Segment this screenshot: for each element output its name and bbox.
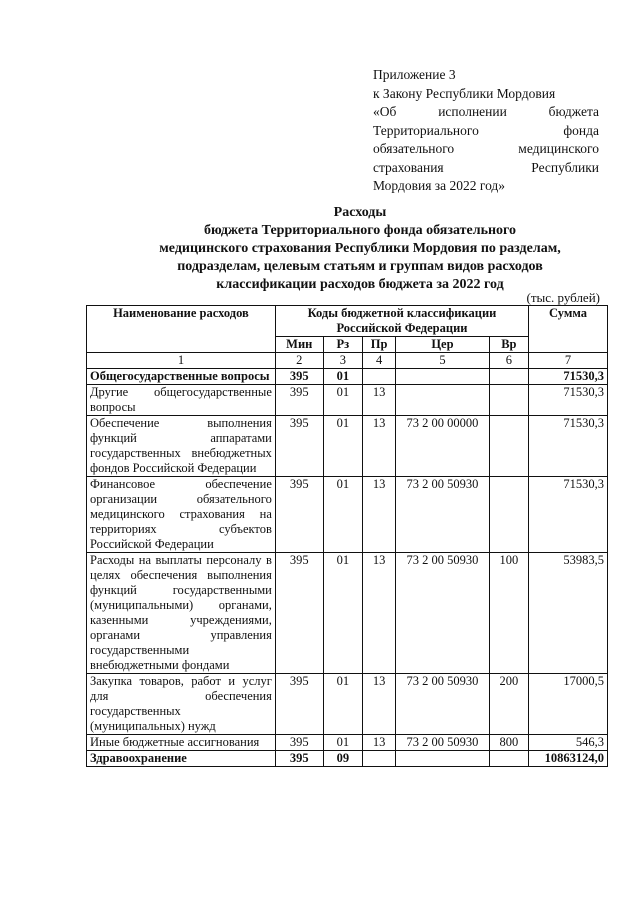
column-number: 1 — [87, 353, 276, 369]
cell-rz: 01 — [323, 674, 362, 735]
column-number: 5 — [396, 353, 489, 369]
cell-cer: 73 2 00 50930 — [396, 735, 489, 751]
cell-min: 395 — [275, 369, 323, 385]
cell-min: 395 — [275, 416, 323, 477]
cell-pr: 13 — [363, 416, 396, 477]
column-number: 2 — [275, 353, 323, 369]
appendix-line: «Об исполнении бюджета — [373, 104, 599, 119]
column-number: 4 — [363, 353, 396, 369]
header-sum: Сумма — [529, 306, 608, 353]
cell-cer: 73 2 00 50930 — [396, 477, 489, 553]
cell-vr — [489, 751, 528, 767]
header-min: Мин — [275, 337, 323, 353]
cell-pr: 13 — [363, 735, 396, 751]
cell-min: 395 — [275, 553, 323, 674]
cell-sum: 71530,3 — [529, 385, 608, 416]
cell-min: 395 — [275, 674, 323, 735]
cell-sum: 71530,3 — [529, 477, 608, 553]
title-line: бюджета Территориального фонда обязательного — [203, 223, 517, 238]
units-label: (тыс. рублей) — [526, 290, 600, 305]
cell-vr — [489, 416, 528, 477]
cell-name: Иные бюджетные ассигнования — [87, 735, 276, 751]
appendix-line: к Закону Республики Мордовия — [373, 85, 556, 101]
appendix-line: Территориального фонда — [373, 122, 599, 138]
cell-rz: 09 — [323, 751, 362, 767]
cell-rz: 01 — [323, 553, 362, 674]
cell-pr: 13 — [363, 553, 396, 674]
cell-rz: 01 — [323, 369, 362, 385]
cell-name: Здравоохранение — [87, 751, 276, 767]
cell-name: Финансовое обеспечение организации обязательного медицинского страхования на территориях субъектов Российской Федерации — [87, 477, 276, 553]
cell-pr: 13 — [363, 674, 396, 735]
cell-vr — [489, 385, 528, 416]
header-codes: Коды бюджетной классификации Российской Федерации — [275, 306, 528, 337]
cell-cer — [396, 369, 489, 385]
cell-pr: 13 — [363, 477, 396, 553]
column-number: 7 — [529, 353, 608, 369]
cell-sum: 17000,5 — [529, 674, 608, 735]
cell-vr: 100 — [489, 553, 528, 674]
column-number: 3 — [323, 353, 362, 369]
cell-name: Закупка товаров, работ и услуг для обеспечения государственных (муниципальных) нужд — [87, 674, 276, 735]
table-row — [87, 553, 608, 674]
column-number: 6 — [489, 353, 528, 369]
cell-sum: 53983,5 — [529, 553, 608, 674]
appendix-line: Приложение 3 — [373, 67, 456, 82]
table-row — [87, 477, 608, 553]
cell-vr: 800 — [489, 735, 528, 751]
cell-rz: 01 — [323, 477, 362, 553]
document-title — [100, 204, 620, 294]
cell-cer — [396, 751, 489, 767]
cell-name: Обеспечение выполнения функций аппаратами государственных внебюджетных фондов Российской Федерации — [87, 416, 276, 477]
title-line: Расходы — [333, 205, 387, 220]
title-line: подразделам, целевым статьям и группам видов расходов — [177, 259, 543, 274]
title-line: медицинского страхования Республики Мордовия по разделам, — [159, 241, 561, 256]
cell-pr — [363, 751, 396, 767]
cell-name: Общегосударственные вопросы — [87, 369, 276, 385]
appendix-line: Мордовия за 2022 год» — [373, 178, 506, 193]
header-name: Наименование расходов — [87, 306, 276, 353]
cell-cer: 73 2 00 50930 — [396, 553, 489, 674]
cell-sum: 546,3 — [529, 735, 608, 751]
appendix-note — [373, 66, 599, 196]
cell-sum: 71530,3 — [529, 416, 608, 477]
header-pr: Пр — [363, 337, 396, 353]
table-row — [87, 751, 608, 767]
cell-cer: 73 2 00 50930 — [396, 674, 489, 735]
column-number-row — [87, 353, 608, 369]
cell-pr: 13 — [363, 385, 396, 416]
table-row — [87, 385, 608, 416]
cell-cer — [396, 385, 489, 416]
cell-cer: 73 2 00 00000 — [396, 416, 489, 477]
table-row — [87, 735, 608, 751]
title-line: классификации расходов бюджета за 2022 год — [216, 277, 504, 292]
cell-rz: 01 — [323, 385, 362, 416]
cell-min: 395 — [275, 751, 323, 767]
cell-name: Другие общегосударственные вопросы — [87, 385, 276, 416]
appendix-line: обязательного медицинского — [373, 141, 599, 156]
cell-rz: 01 — [323, 416, 362, 477]
cell-vr — [489, 369, 528, 385]
cell-pr — [363, 369, 396, 385]
budget-table — [86, 305, 608, 767]
cell-min: 395 — [275, 735, 323, 751]
cell-min: 395 — [275, 477, 323, 553]
cell-min: 395 — [275, 385, 323, 416]
header-vr: Вр — [489, 337, 528, 353]
header-rz: Рз — [323, 337, 362, 353]
table-row — [87, 369, 608, 385]
table-row — [87, 416, 608, 477]
cell-name: Расходы на выплаты персоналу в целях обеспечения выполнения функций государственными (муниципальными) органами, казенными учреждениями, органами управления государственными внебюджетными фондами — [87, 553, 276, 674]
cell-vr — [489, 477, 528, 553]
cell-vr: 200 — [489, 674, 528, 735]
appendix-line: страхования Республики — [373, 159, 599, 175]
cell-sum: 10863124,0 — [529, 751, 608, 767]
table-row — [87, 674, 608, 735]
header-cer: Цер — [396, 337, 489, 353]
cell-rz: 01 — [323, 735, 362, 751]
cell-sum: 71530,3 — [529, 369, 608, 385]
